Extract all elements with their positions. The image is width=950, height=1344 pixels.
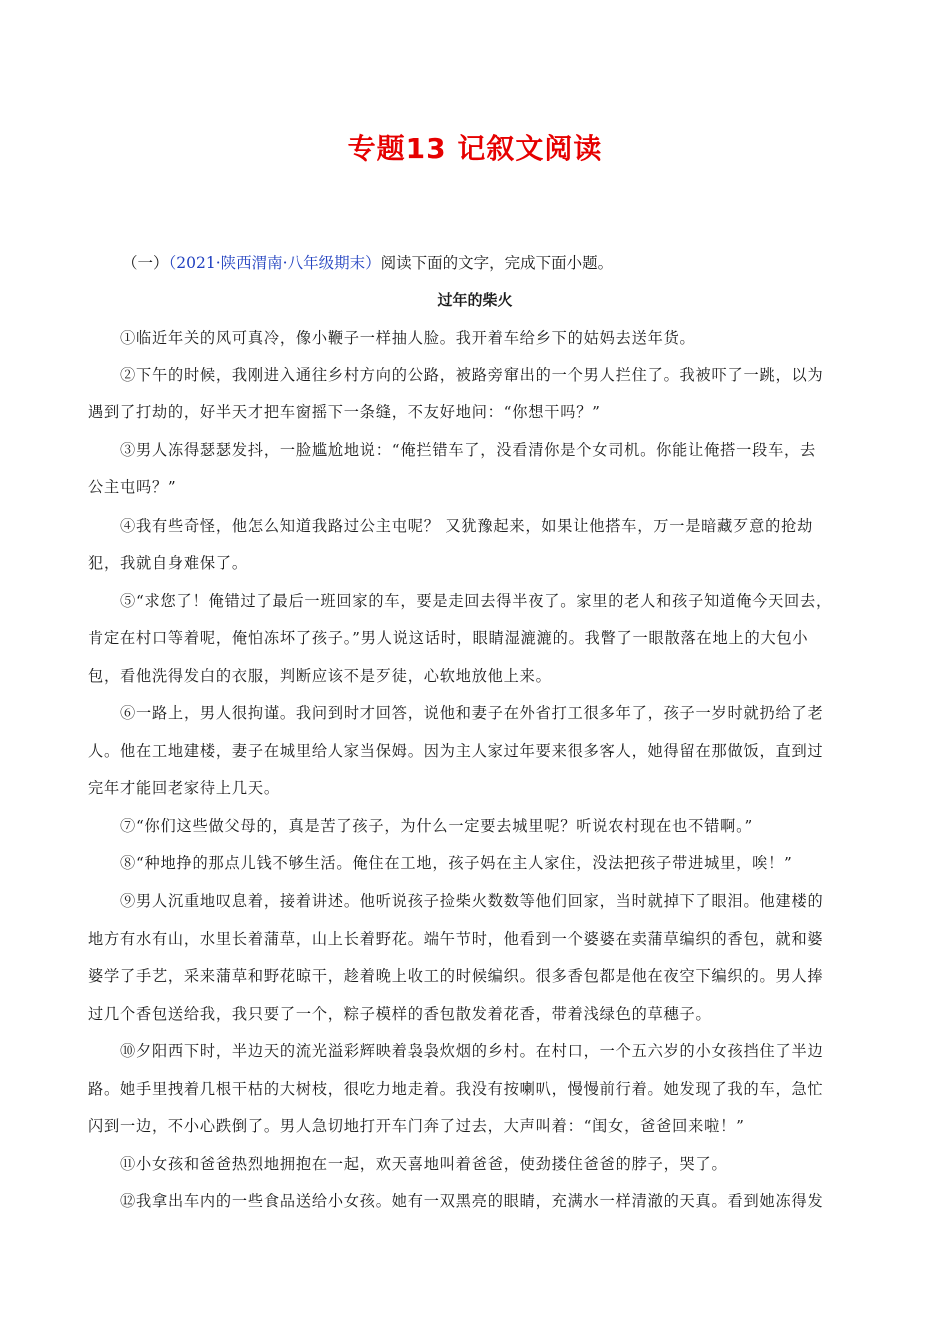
source-reference: （2021·陕西渭南·八年级期末） [168,254,381,272]
text-line: 公主屯吗？” [88,478,177,496]
text-line: 肯定在村口等着呢，俺怕冻坏了孩子。”男人说这话时，眼睛湿漉漉的。我瞥了一眼散落在地上的大包小 [88,629,809,647]
text-line: ⑩夕阳西下时，半边天的流光溢彩辉映着袅袅炊烟的乡村。在村口，一个五六岁的小女孩挡住了半边 [120,1042,824,1060]
instruction-text: 阅读下面的文字，完成下面小题。 [380,254,614,272]
document-title: 专题13 记叙文阅读 [347,132,603,165]
text-line: 包，看他洗得发白的衣服，判断应该不是歹徒，心软地放他上来。 [88,667,552,685]
text-line: 犯，我就自身难保了。 [88,554,248,572]
text-line: 完年才能回老家待上几天。 [88,779,280,797]
text-line: 闪到一边，不小心跌倒了。男人急切地打开车门奔了过去，大声叫着：“闺女，爸爸回来啦！” [88,1117,745,1135]
text-line: 遇到了打劫的，好半天才把车窗摇下一条缝，不友好地问：“你想干吗？” [88,403,601,421]
passage-title: 过年的柴火 [437,291,513,309]
text-line: ⑪小女孩和爸爸热烈地拥抱在一起，欢天喜地叫着爸爸，使劲搂住爸爸的脖子，哭了。 [120,1155,728,1173]
text-line: ⑧“种地挣的那点儿钱不够生活。俺住在工地，孩子妈在主人家住，没法把孩子带进城里，唉！” [120,854,793,872]
text-line: ⑤“求您了！俺错过了最后一班回家的车，要是走回去得半夜了。家里的老人和孩子知道俺今天回去， [120,592,833,610]
text-line: ④我有些奇怪，他怎么知道我路过公主屯呢？ 又犹豫起来，如果让他搭车，万一是暗藏歹意的抢劫 [120,517,814,535]
text-line: ⑫我拿出车内的一些食品送给小女孩。她有一双黑亮的眼睛，充满水一样清澈的天真。看到她冻得发 [120,1192,824,1210]
text-line: ⑦“你们这些做父母的，真是苦了孩子，为什么一定要去城里呢？听说农村现在也不错啊。” [120,817,754,835]
text-line: 婆学了手艺，采来蒲草和野花晾干，趁着晚上收工的时候编织。很多香包都是他在夜空下编织的。男人捧 [88,967,824,985]
question-intro [122,251,613,273]
text-line: ⑥一路上，男人很拘谨。我问到时才回答，说他和妻子在外省打工很多年了，孩子一岁时就扔给了老 [120,704,824,722]
text-line: 路。她手里拽着几根干枯的大树枝，很吃力地走着。我没有按喇叭，慢慢前行着。她发现了我的车，急忙 [88,1080,824,1098]
text-line: 地方有水有山，水里长着蒲草，山上长着野花。端午节时，他看到一个婆婆在卖蒲草编织的香包，就和婆 [88,930,824,948]
text-line: ⑨男人沉重地叹息着，接着讲述。他听说孩子捡柴火数数等他们回家，当时就掉下了眼泪。他建楼的 [120,892,824,910]
text-line: ②下午的时候，我刚进入通往乡村方向的公路，被路旁窜出的一个男人拦住了。我被吓了一跳，以为 [120,366,824,384]
text-line: ③男人冻得瑟瑟发抖，一脸尴尬地说：“俺拦错车了，没看清你是个女司机。你能让俺搭一段车，去 [120,441,817,459]
section-number: （一） [122,254,169,272]
text-line: 人。他在工地建楼，妻子在城里给人家当保姆。因为主人家过年要来很多客人，她得留在那做饭，直到过 [88,742,824,760]
text-line: 过几个香包送给我，我只要了一个，粽子模样的香包散发着花香，带着浅绿色的草穗子。 [88,1005,712,1023]
text-line: ①临近年关的风可真冷，像小鞭子一样抽人脸。我开着车给乡下的姑妈去送年货。 [120,329,696,347]
